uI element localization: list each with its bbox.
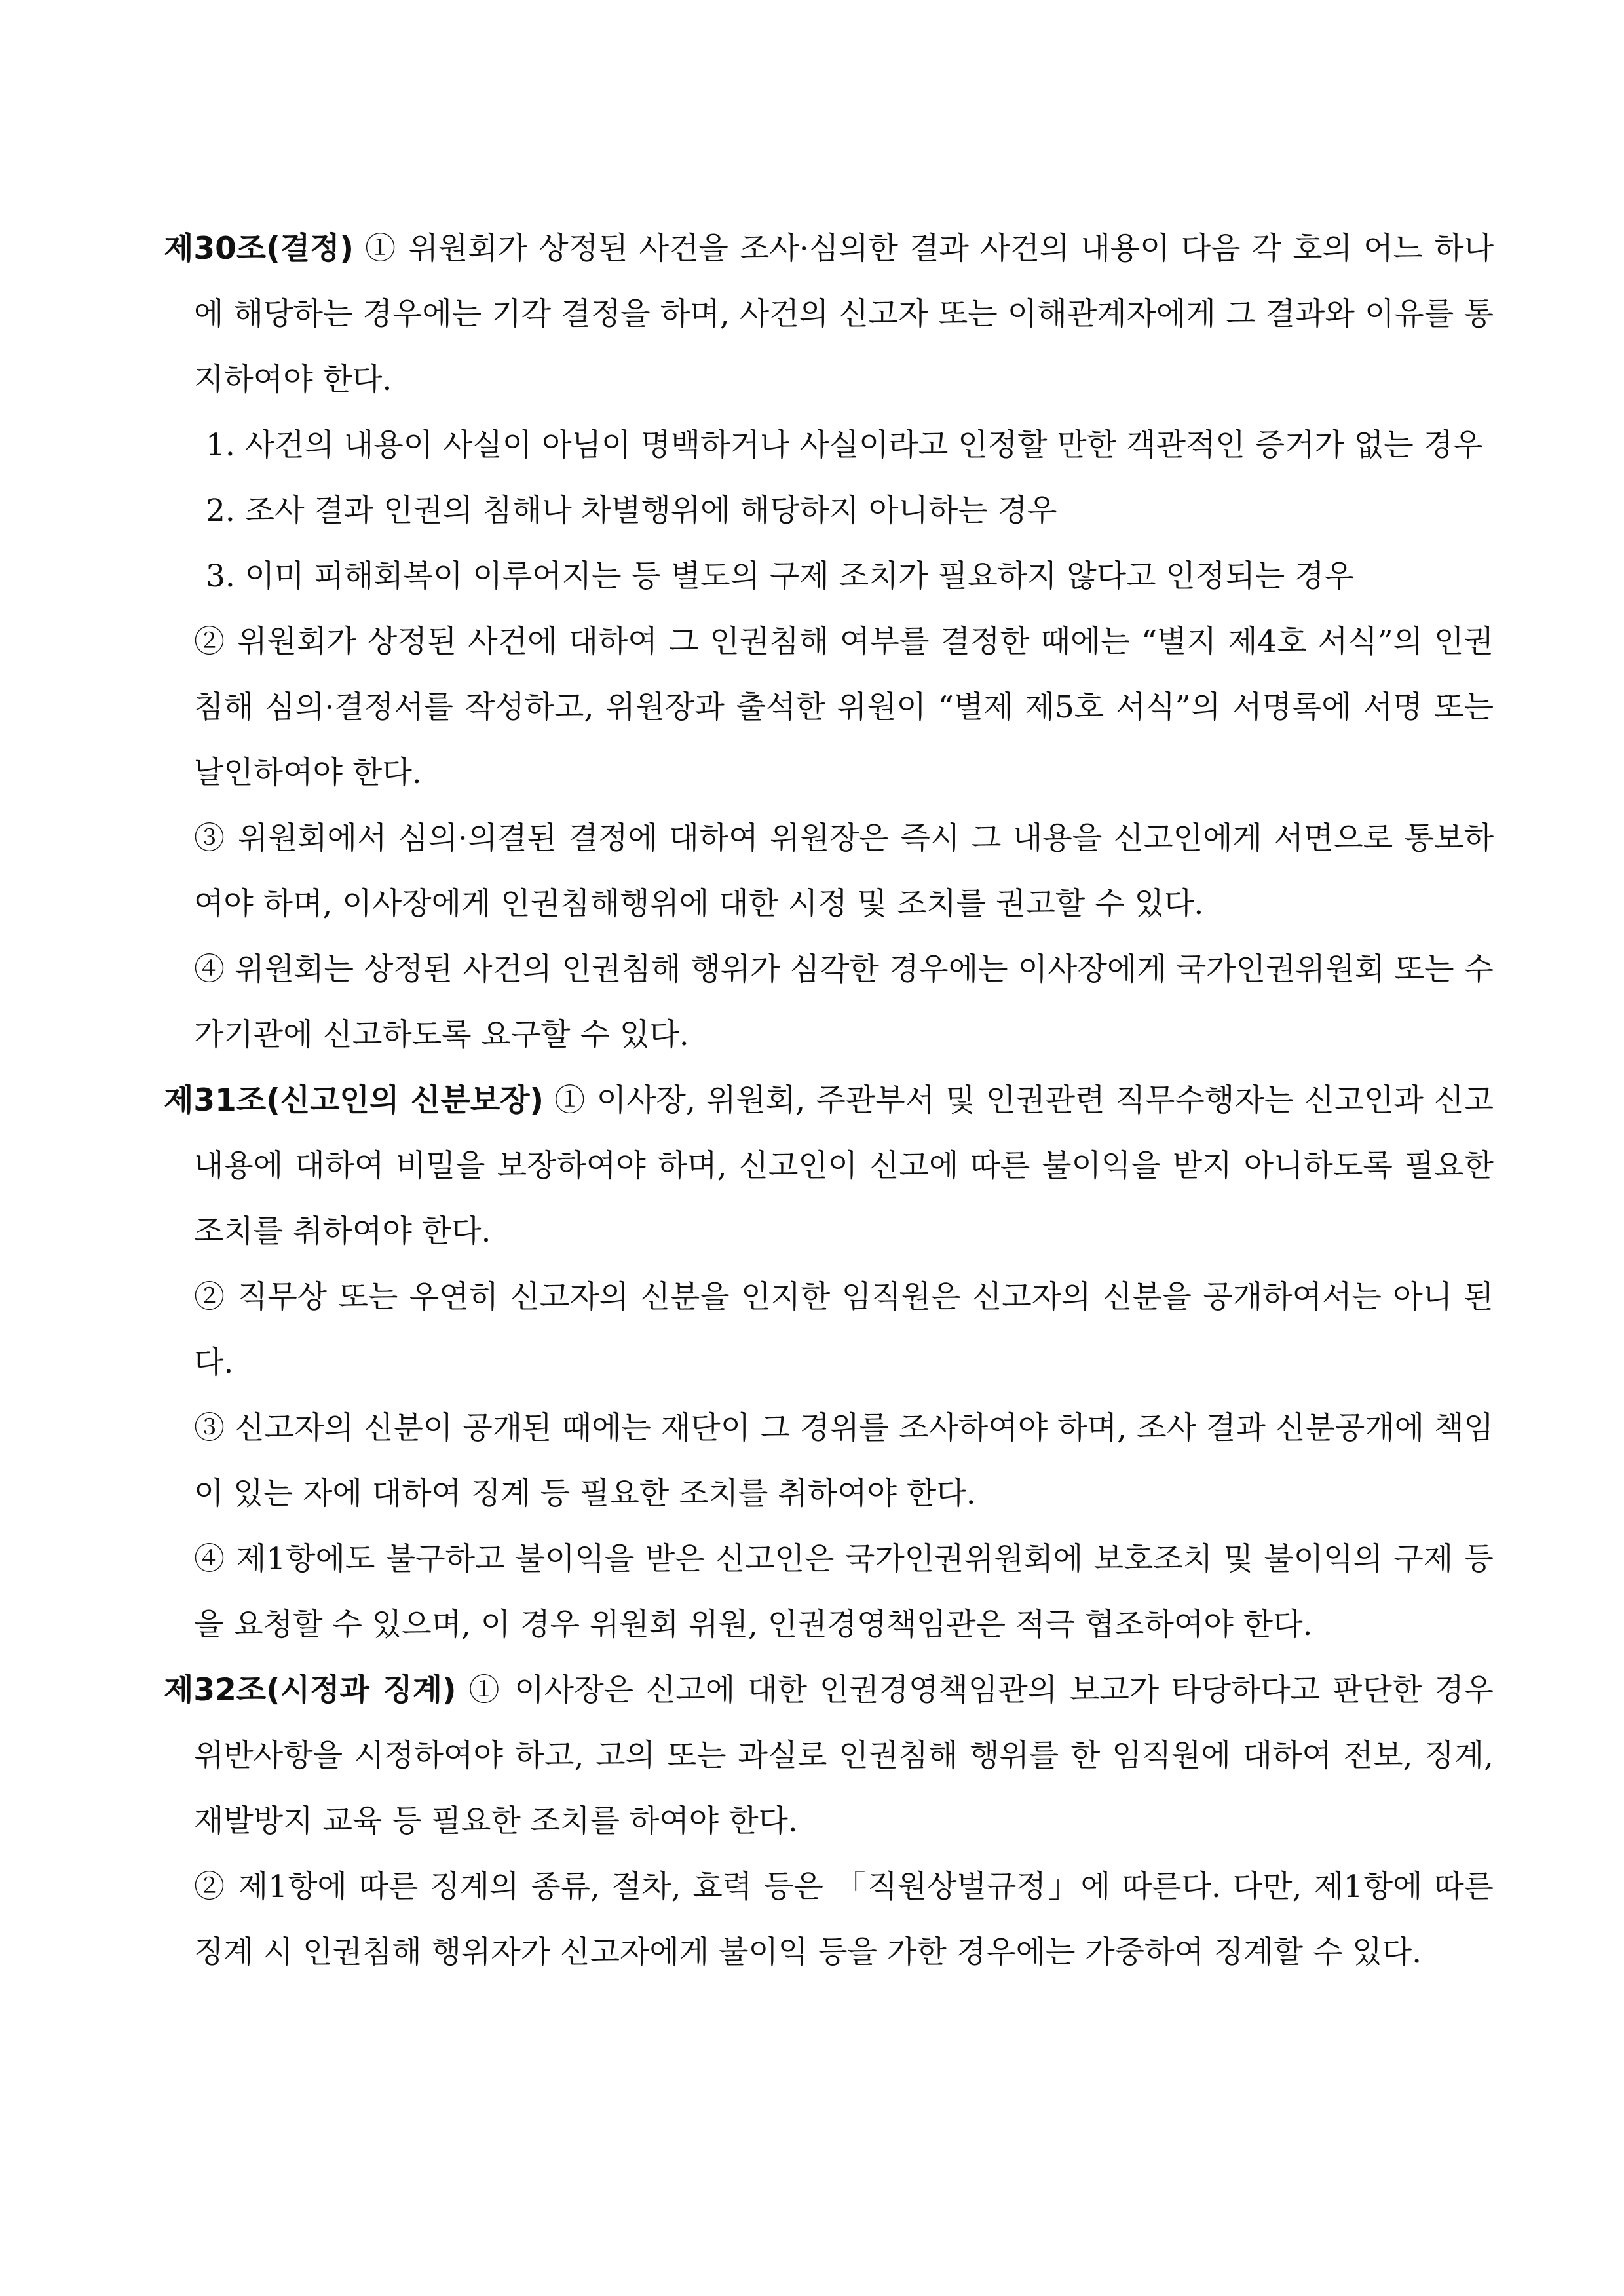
article-31-paragraph-2: ② 직무상 또는 우연히 신고자의 신분을 인지한 임직원은 신고자의 신분을 공개하여서는 아니 된다.: [194, 1279, 1494, 1381]
article-31-paragraph-3: ③ 신고자의 신분이 공개된 때에는 재단이 그 경위를 조사하여야 하며, 조사 결과 신분공개에 책임이 있는 자에 대하여 징계 등 필요한 조치를 취하여야 한다.: [194, 1410, 1494, 1512]
article-32: [164, 1658, 1494, 1854]
article-30-paragraph-2: ② 위원회가 상정된 사건에 대하여 그 인권침해 여부를 결정한 때에는 “별지 제4호 서식”의 인권침해 심의·결정서를 작성하고, 위원장과 출석한 위원이 “별제 제5호 서식”의 서명록에 서명 또는 날인하여야 한다.: [194, 624, 1494, 791]
article-31-title: 제31조(신고인의 신분보장): [164, 1082, 544, 1119]
article-31-paragraph-1: ① 이사장, 위원회, 주관부서 및 인권관련 직무수행자는 신고인과 신고내용에 대하여 비밀을 보장하여야 하며, 신고인이 신고에 따른 불이익을 받지 아니하도록 필요한 조치를 취하여야 한다.: [194, 1082, 1494, 1250]
article-30-item-3: 3. 이미 피해회복이 이루어지는 등 별도의 구제 조치가 필요하지 않다고 인정되는 경우: [206, 558, 1354, 594]
article-30-paragraph-3: ③ 위원회에서 심의·의결된 결정에 대하여 위원장은 즉시 그 내용을 신고인에게 서면으로 통보하여야 하며, 이사장에게 인권침해행위에 대한 시정 및 조치를 권고할 수 있다.: [194, 820, 1494, 922]
article-31-paragraph-4: ④ 제1항에도 불구하고 불이익을 받은 신고인은 국가인권위원회에 보호조치 및 불이익의 구제 등을 요청할 수 있으며, 이 경우 위원회 위원, 인권경영책임관은 적극 협조하여야 한다.: [194, 1541, 1494, 1643]
article-30-item-2: 2. 조사 결과 인권의 침해나 차별행위에 해당하지 아니하는 경우: [206, 493, 1057, 529]
document-page: [164, 216, 1494, 1985]
article-30: [164, 216, 1494, 413]
article-32-title: 제32조(시정과 징계): [164, 1672, 457, 1708]
article-30-title: 제30조(결정): [164, 231, 354, 267]
article-30-paragraph-4: ④ 위원회는 상정된 사건의 인권침해 행위가 심각한 경우에는 이사장에게 국가인권위원회 또는 수가기관에 신고하도록 요구할 수 있다.: [194, 951, 1494, 1053]
article-31: [164, 1068, 1494, 1265]
article-32-paragraph-2: ② 제1항에 따른 징계의 종류, 절차, 효력 등은 「직원상벌규정」에 따른다. 다만, 제1항에 따른 징계 시 인권침해 행위자가 신고자에게 불이익 등을 가한 경우에는 가중하여 징계할 수 있다.: [194, 1869, 1494, 1970]
article-30-paragraph-1: ① 위원회가 상정된 사건을 조사·심의한 결과 사건의 내용이 다음 각 호의 어느 하나에 해당하는 경우에는 기각 결정을 하며, 사건의 신고자 또는 이해관계자에게 그 결과와 이유를 통지하여야 한다.: [194, 231, 1494, 398]
article-32-paragraph-1: ① 이사장은 신고에 대한 인권경영책임관의 보고가 타당하다고 판단한 경우 위반사항을 시정하여야 하고, 고의 또는 과실로 인권침해 행위를 한 임직원에 대하여 전보, 징계, 재발방지 교육 등 필요한 조치를 하여야 한다.: [194, 1672, 1494, 1839]
article-30-item-1: 1. 사건의 내용이 사실이 아님이 명백하거나 사실이라고 인정할 만한 객관적인 증거가 없는 경우: [206, 427, 1483, 463]
